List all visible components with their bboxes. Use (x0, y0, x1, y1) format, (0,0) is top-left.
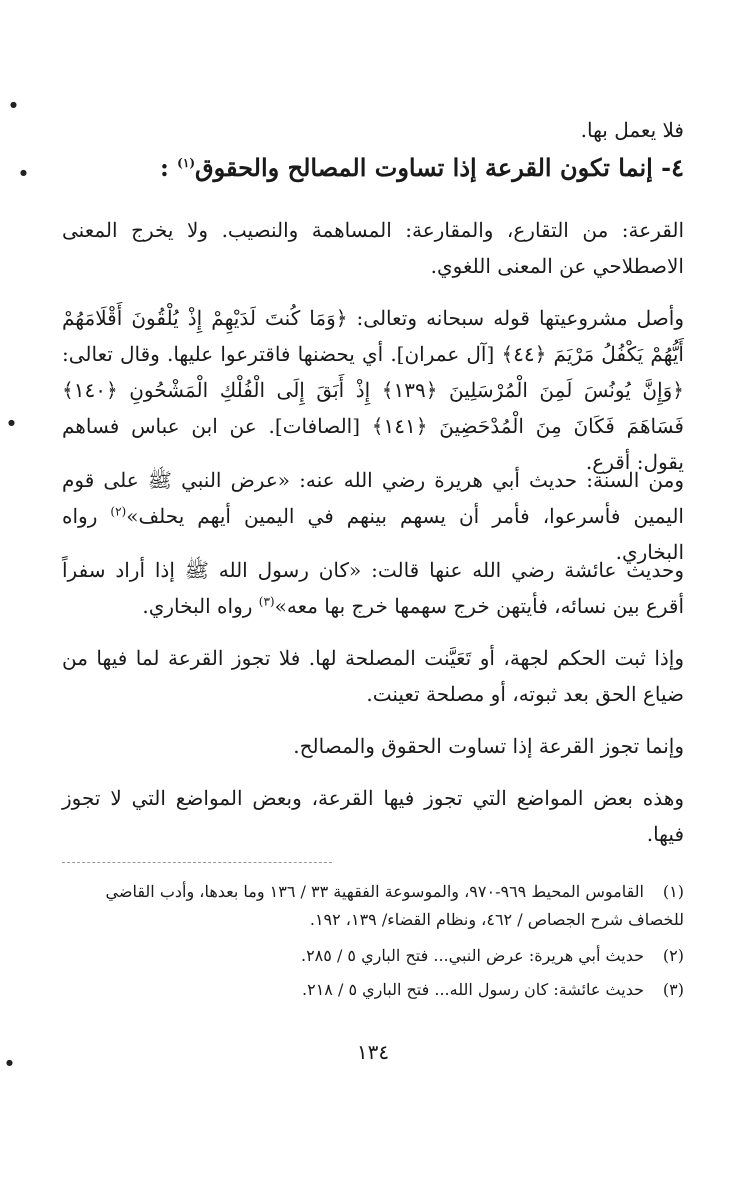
page-number: ١٣٤ (356, 1040, 390, 1064)
footnote-number: (٣) (662, 980, 684, 999)
paragraph-ruling: وإذا ثبت الحكم لجهة، أو تَعَيَّنت المصلحة لها. فلا تجوز القرعة لما فيها من ضياع الحق بعد ثبوته، أو مصلحة تعينت. (62, 646, 684, 706)
hadith-aisha: وحديث عائشة رضي الله عنها قالت: «كان رسول الله ﷺ إذا أراد سفراً أقرع بين نسائه، فأيتهن خرج سهمها خرج بها معه» (62, 558, 684, 618)
section-heading (80, 148, 684, 188)
scan-speck: ● (20, 168, 27, 177)
scan-speck: ● (6, 1058, 13, 1067)
paragraph-legitimacy: وأصل مشروعيتها قوله سبحانه وتعالى: ﴿وَمَا كُنتَ لَدَيْهِمْ إِذْ يُلْقُونَ أَقْلَامَهُمْ أَيُّهُمْ يَكْفُلُ مَرْيَمَ ﴿٤٤﴾ [آل عمران]. أي يحضنها فاقترعوا عليها. وقال تعالى: ﴿وَإِنَّ يُونُسَ لَمِنَ الْمُرْسَلِينَ ﴿١٣٩﴾ إِذْ أَبَقَ إِلَى الْفُلْكِ الْمَشْحُونِ ﴿١٤٠﴾ فَسَاهَمَ فَكَانَ مِنَ الْمُدْحَضِينَ ﴿١٤١﴾ [الصافات]. عن ابن عباس فساهم يقول: أقرع. (62, 306, 684, 474)
paragraph-cases: وهذه بعض المواضع التي تجوز فيها القرعة، وبعض المواضع التي لا تجوز فيها. (62, 786, 684, 846)
heading-colon: : (159, 153, 169, 182)
footnote-1 (62, 878, 684, 934)
scan-speck: ● (10, 100, 17, 109)
paragraph-intro: فلا يعمل بها. (580, 118, 684, 142)
paragraph-aisha (62, 552, 684, 624)
footnote-ref-1: (١) (177, 156, 195, 170)
hadith-abu-hurayra: ومن السنة: حديث أبي هريرة رضي الله عنه: «عرض النبي ﷺ على قوم اليمين فأسرعوا، فأمر أن يسهم بينهم في اليمين أيهم يحلف» (62, 468, 684, 528)
footnote-2 (62, 942, 684, 970)
footnote-text: حديث عائشة: كان رسول الله... فتح الباري ٥ / ٢١٨. (302, 980, 644, 999)
footnote-text: القاموس المحيط ٩٦٩-٩٧٠، والموسوعة الفقهية ٣٣ / ١٣٦ وما بعدها، وأدب القاضي للخصاف شرح الجصاص / ٤٦٢، ونظام القضاء/ ١٣٩، ١٩٢. (105, 882, 684, 929)
paragraph-definition: القرعة: من التقارع، والمقارعة: المساهمة والنصيب. ولا يخرج المعنى الاصطلاحي عن المعنى اللغوي. (62, 218, 684, 278)
footnote-ref-3: (٣) (258, 594, 275, 609)
footnote-divider (62, 862, 332, 863)
narration-source: رواه البخاري. (62, 504, 684, 564)
footnote-text: حديث أبي هريرة: عرض النبي... فتح الباري ٥ / ٢٨٥. (300, 946, 644, 965)
footnote-3 (62, 976, 684, 1004)
heading-text: ٤- إنما تكون القرعة إذا تساوت المصالح والحقوق (195, 153, 684, 182)
footnote-ref-2: (٢) (110, 504, 127, 519)
footnote-number: (١) (662, 882, 684, 901)
footnote-number: (٢) (662, 946, 684, 965)
narration-source: رواه البخاري. (142, 594, 259, 618)
scan-speck: ● (8, 418, 15, 427)
paragraph-equal-rights: وإنما تجوز القرعة إذا تساوت الحقوق والمصالح. (293, 734, 684, 758)
